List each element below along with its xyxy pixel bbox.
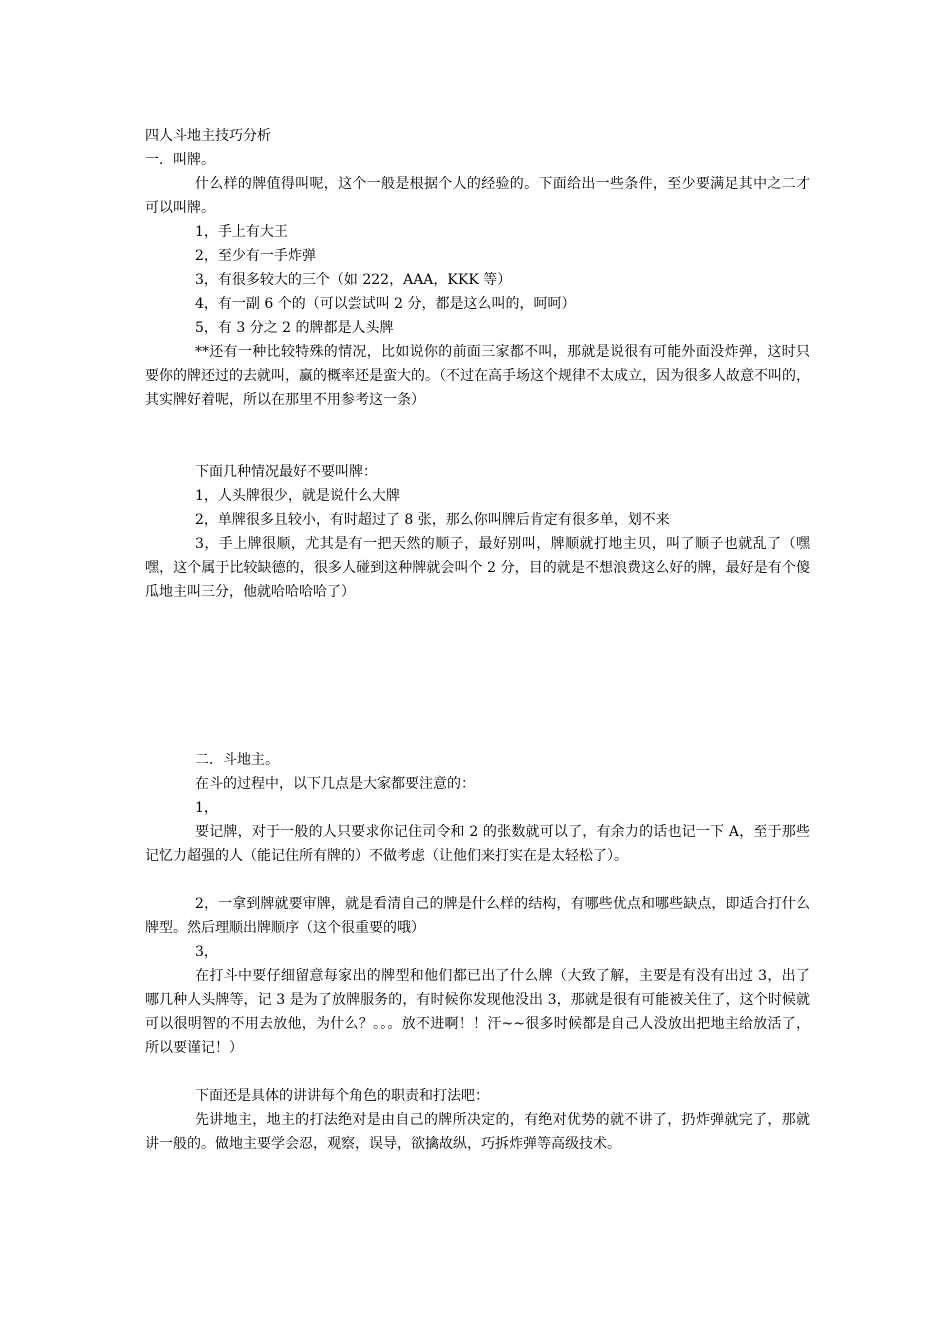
condition-item: 5，有 3 分之 2 的牌都是人头牌 bbox=[195, 320, 394, 336]
spacer bbox=[145, 724, 810, 748]
point-3-number: 3， bbox=[195, 944, 218, 960]
roles-intro: 下面还是具体的讲讲每个角色的职责和打法吧： bbox=[195, 1088, 489, 1104]
spacer bbox=[145, 868, 810, 892]
point-3-text: 在打斗中要仔细留意每家出的牌型和他们都已出了什么牌（大致了解，主要是有没有出过 3，出了哪几种人头牌等，记 3 是为了放牌服务的，有时候你发现他没出 3，那就是很有可能被关住了，这个时候就可以很明智的不用去放他，为什么？。。。放不进啊！！汗~~很多时候都是自己人没放出把地主给放活了，所以要谨记！） bbox=[145, 968, 810, 1056]
point-2-text: 2，一拿到牌就要审牌，就是看清自己的牌是什么样的结构，有哪些优点和哪些缺点，即适合打什么牌型。然后理顺出牌顺序（这个很重要的哦） bbox=[145, 896, 810, 936]
spacer bbox=[145, 604, 810, 724]
point-1-number: 1， bbox=[195, 800, 218, 816]
avoid-item: 3，手上牌很顺，尤其是有一把天然的顺子，最好别叫，牌顺就打地主贝，叫了顺子也就乱了（嘿嘿，这个属于比较缺德的，很多人碰到这种牌就会叫个 2 分，目的就是不想浪费这么好的牌，最好是有个傻瓜地主叫三分，他就哈哈哈哈了） bbox=[145, 536, 810, 600]
point-1-text: 要记牌，对于一般的人只要求你记住司令和 2 的张数就可以了，有余力的话也记一下 A，至于那些记忆力超强的人（能记住所有牌的）不做考虑（让他们来打实在是太轻松了）。 bbox=[145, 824, 810, 864]
avoid-item: 1，人头牌很少，就是说什么大牌 bbox=[195, 488, 400, 504]
condition-item: 3，有很多较大的三个（如 222，AAA，KKK 等） bbox=[195, 272, 512, 288]
document-body bbox=[145, 124, 810, 1156]
spacer bbox=[145, 412, 810, 460]
section-2-heading: 二．斗地主。 bbox=[195, 752, 279, 768]
section-1-intro: 什么样的牌值得叫呢，这个一般是根据个人的经验的。下面给出一些条件，至少要满足其中之二才可以叫牌。 bbox=[145, 176, 810, 216]
document-title: 四人斗地主技巧分析 bbox=[145, 128, 271, 144]
landlord-text: 先讲地主，地主的打法绝对是由自己的牌所决定的，有绝对优势的就不讲了，扔炸弹就完了，那就讲一般的。做地主要学会忍，观察，误导，欲擒故纵，巧拆炸弹等高级技术。 bbox=[145, 1112, 810, 1152]
section-2-intro: 在斗的过程中，以下几点是大家都要注意的： bbox=[195, 776, 475, 792]
avoid-item: 2，单牌很多且较小，有时超过了 8 张，那么你叫牌后肯定有很多单，划不来 bbox=[195, 512, 670, 528]
condition-item: 2，至少有一手炸弹 bbox=[195, 248, 316, 264]
section-1-heading: 一．叫牌。 bbox=[145, 152, 215, 168]
condition-item: 1，手上有大王 bbox=[195, 224, 288, 240]
avoid-heading: 下面几种情况最好不要叫牌： bbox=[195, 464, 377, 480]
condition-item: 4，有一副 6 个的（可以尝试叫 2 分，都是这么叫的，呵呵） bbox=[195, 296, 576, 312]
special-note: **还有一种比较特殊的情况，比如说你的前面三家都不叫，那就是说很有可能外面没炸弹，这时只要你的牌还过的去就叫，赢的概率还是蛮大的。（不过在高手场这个规律不太成立，因为很多人故意不叫的，其实牌好着呢，所以在那里不用参考这一条） bbox=[145, 344, 810, 408]
spacer bbox=[145, 1060, 810, 1084]
